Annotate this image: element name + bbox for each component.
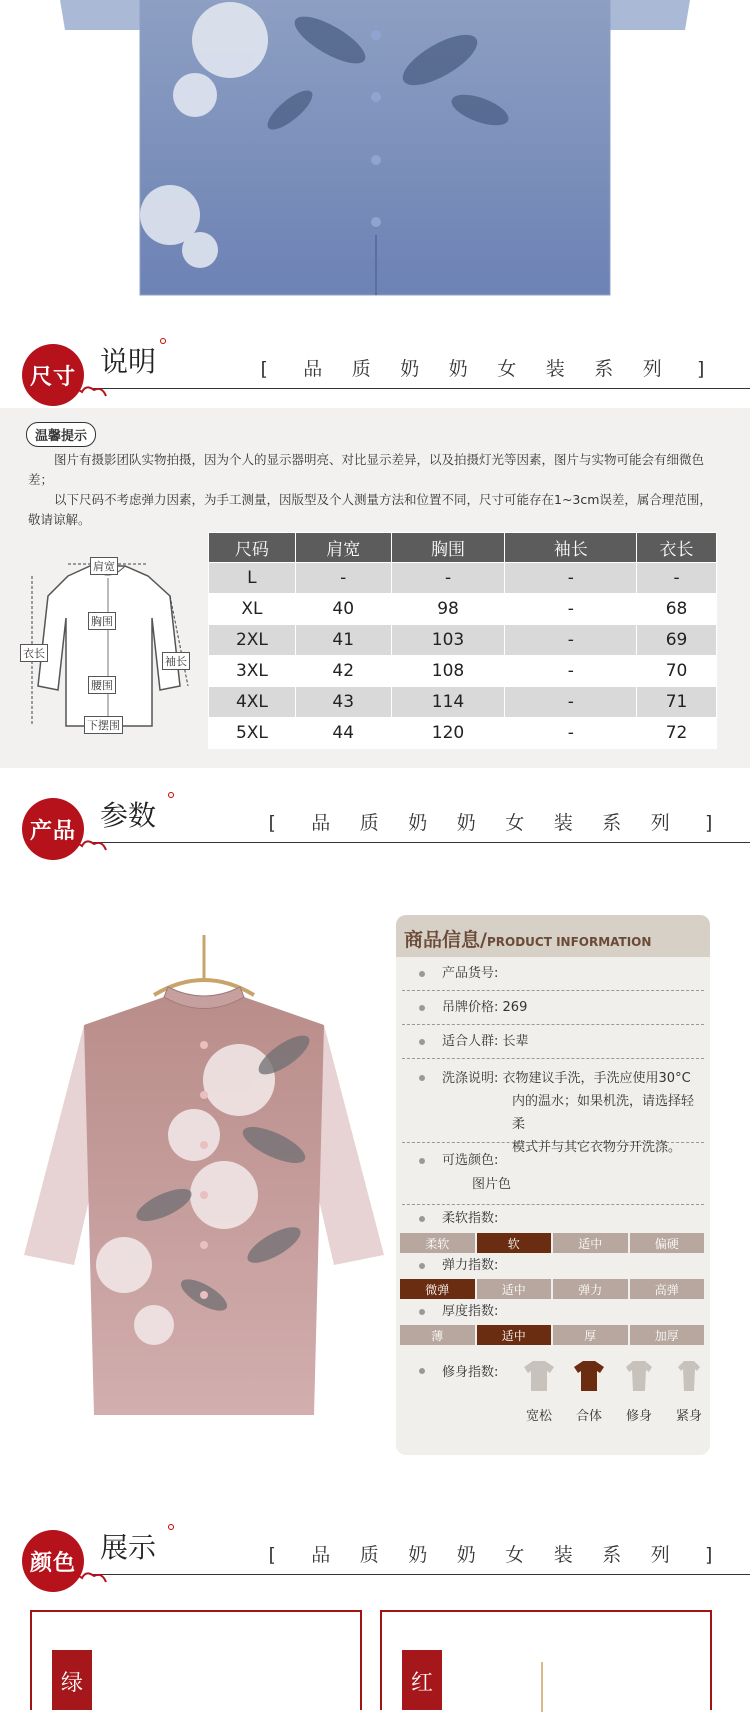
section-badge: 产品 xyxy=(22,798,84,860)
divider xyxy=(90,1574,750,1575)
product-info-card xyxy=(396,915,710,1455)
cloud-icon xyxy=(66,1568,108,1586)
info-wash: 洗涤说明: 衣物建议手洗，手洗应使用30°C 内的温水；如果机洗，请选择轻柔 模式并与其它衣物分开洗涤。 xyxy=(402,1059,704,1143)
info-item-no: 产品货号: xyxy=(402,957,704,991)
table-row: 5XL 44 120 - 72 xyxy=(209,718,717,749)
scale-option: 加厚 xyxy=(630,1325,705,1345)
tips-text: 图片有摄影团队实物拍摄，因为个人的显示器明亮、对比显示差异，以及拍摄灯光等因素，图片与实物可能会有细微色差； 以下尺码不考虑弹力因素，为手工测量，因版型及个人测量方法和位置不同，尺寸可能存在1~3cm误差，属合理范围，敬请谅解。 xyxy=(28,452,712,527)
label-length: 衣长 xyxy=(20,644,48,662)
product-photo-blue xyxy=(0,0,750,300)
label-shoulder: 肩宽 xyxy=(90,557,118,575)
swatch-label: 绿 xyxy=(52,1650,92,1710)
scale-option-selected: 软 xyxy=(477,1233,552,1253)
section-header-size xyxy=(0,326,750,406)
measurement-diagram xyxy=(20,556,198,736)
scale-option: 弹力 xyxy=(553,1279,628,1299)
divider xyxy=(90,388,750,389)
tshirt-icon xyxy=(574,1359,604,1393)
table-row: 3XL 42 108 - 70 xyxy=(209,656,717,687)
elastic-label: 弹力指数: xyxy=(396,1253,710,1279)
slogan: [ 品 质 奶 奶 女 装 系 列 ] xyxy=(260,358,705,380)
scale-option: 高弹 xyxy=(630,1279,705,1299)
product-photo-pink xyxy=(14,935,394,1425)
scale-option-selected: 适中 xyxy=(477,1325,552,1345)
size-panel xyxy=(0,408,750,768)
scale-option: 适中 xyxy=(477,1279,552,1299)
color-swatch-red[interactable] xyxy=(380,1610,712,1710)
section-header-product xyxy=(0,780,750,860)
slogan: [ 品 质 奶 奶 女 装 系 列 ] xyxy=(268,812,713,834)
section-badge: 尺寸 xyxy=(22,344,84,406)
table-row: XL 40 98 - 68 xyxy=(209,594,717,625)
section-title: 参数 xyxy=(100,799,157,832)
elastic-scale xyxy=(400,1279,706,1299)
thick-scale xyxy=(400,1325,706,1345)
soft-label: 柔软指数: xyxy=(396,1205,710,1233)
thick-label: 厚度指数: xyxy=(396,1299,710,1325)
tips-label: 温馨提示 xyxy=(26,422,96,447)
size-table xyxy=(208,532,717,749)
title-dot xyxy=(168,792,174,798)
fit-option: 宽松 xyxy=(514,1359,564,1424)
label-waist: 腰围 xyxy=(88,676,116,694)
fit-option-selected: 合体 xyxy=(564,1359,614,1424)
info-crowd: 适合人群: 长辈 xyxy=(402,1025,704,1059)
table-row: L - - - - xyxy=(209,563,717,594)
table-header-row: 尺码 肩宽 胸围 袖长 衣长 xyxy=(209,533,717,563)
fit-option: 修身 xyxy=(614,1359,664,1424)
tshirt-icon xyxy=(524,1359,554,1393)
scale-option: 柔软 xyxy=(400,1233,475,1253)
label-chest: 胸围 xyxy=(88,612,116,630)
info-title: 商品信息/PRODUCT INFORMATION xyxy=(396,915,710,957)
section-title: 展示 xyxy=(100,1531,157,1564)
cloud-icon xyxy=(66,382,108,400)
slogan: [ 品 质 奶 奶 女 装 系 列 ] xyxy=(268,1544,713,1566)
label-hem: 下摆围 xyxy=(84,716,123,734)
table-row: 4XL 43 114 - 71 xyxy=(209,687,717,718)
section-badge: 颜色 xyxy=(22,1530,84,1592)
scale-option-selected: 微弹 xyxy=(400,1279,475,1299)
cloud-icon xyxy=(66,836,108,854)
swatch-label: 红 xyxy=(402,1650,442,1710)
scale-option: 偏硬 xyxy=(630,1233,705,1253)
tshirt-icon xyxy=(624,1359,654,1393)
title-dot xyxy=(168,1524,174,1530)
tshirt-icon xyxy=(674,1359,704,1393)
label-sleeve: 袖长 xyxy=(162,652,190,670)
color-swatch-green[interactable] xyxy=(30,1610,362,1710)
soft-scale xyxy=(400,1233,706,1253)
hanger-icon xyxy=(532,1662,552,1712)
scale-option: 薄 xyxy=(400,1325,475,1345)
divider xyxy=(90,842,750,843)
scale-option: 厚 xyxy=(553,1325,628,1345)
scale-option: 适中 xyxy=(553,1233,628,1253)
section-title: 说明 xyxy=(100,345,157,378)
table-row: 2XL 41 103 - 69 xyxy=(209,625,717,656)
fit-option: 紧身 xyxy=(664,1359,710,1424)
info-price: 吊牌价格: 269 xyxy=(402,991,704,1025)
title-dot xyxy=(160,338,166,344)
section-header-color xyxy=(0,1512,750,1592)
info-color: 可选颜色: 图片色 xyxy=(402,1143,704,1205)
fit-index: 修身指数: 宽松 合体 修身 紧身 xyxy=(396,1359,710,1439)
